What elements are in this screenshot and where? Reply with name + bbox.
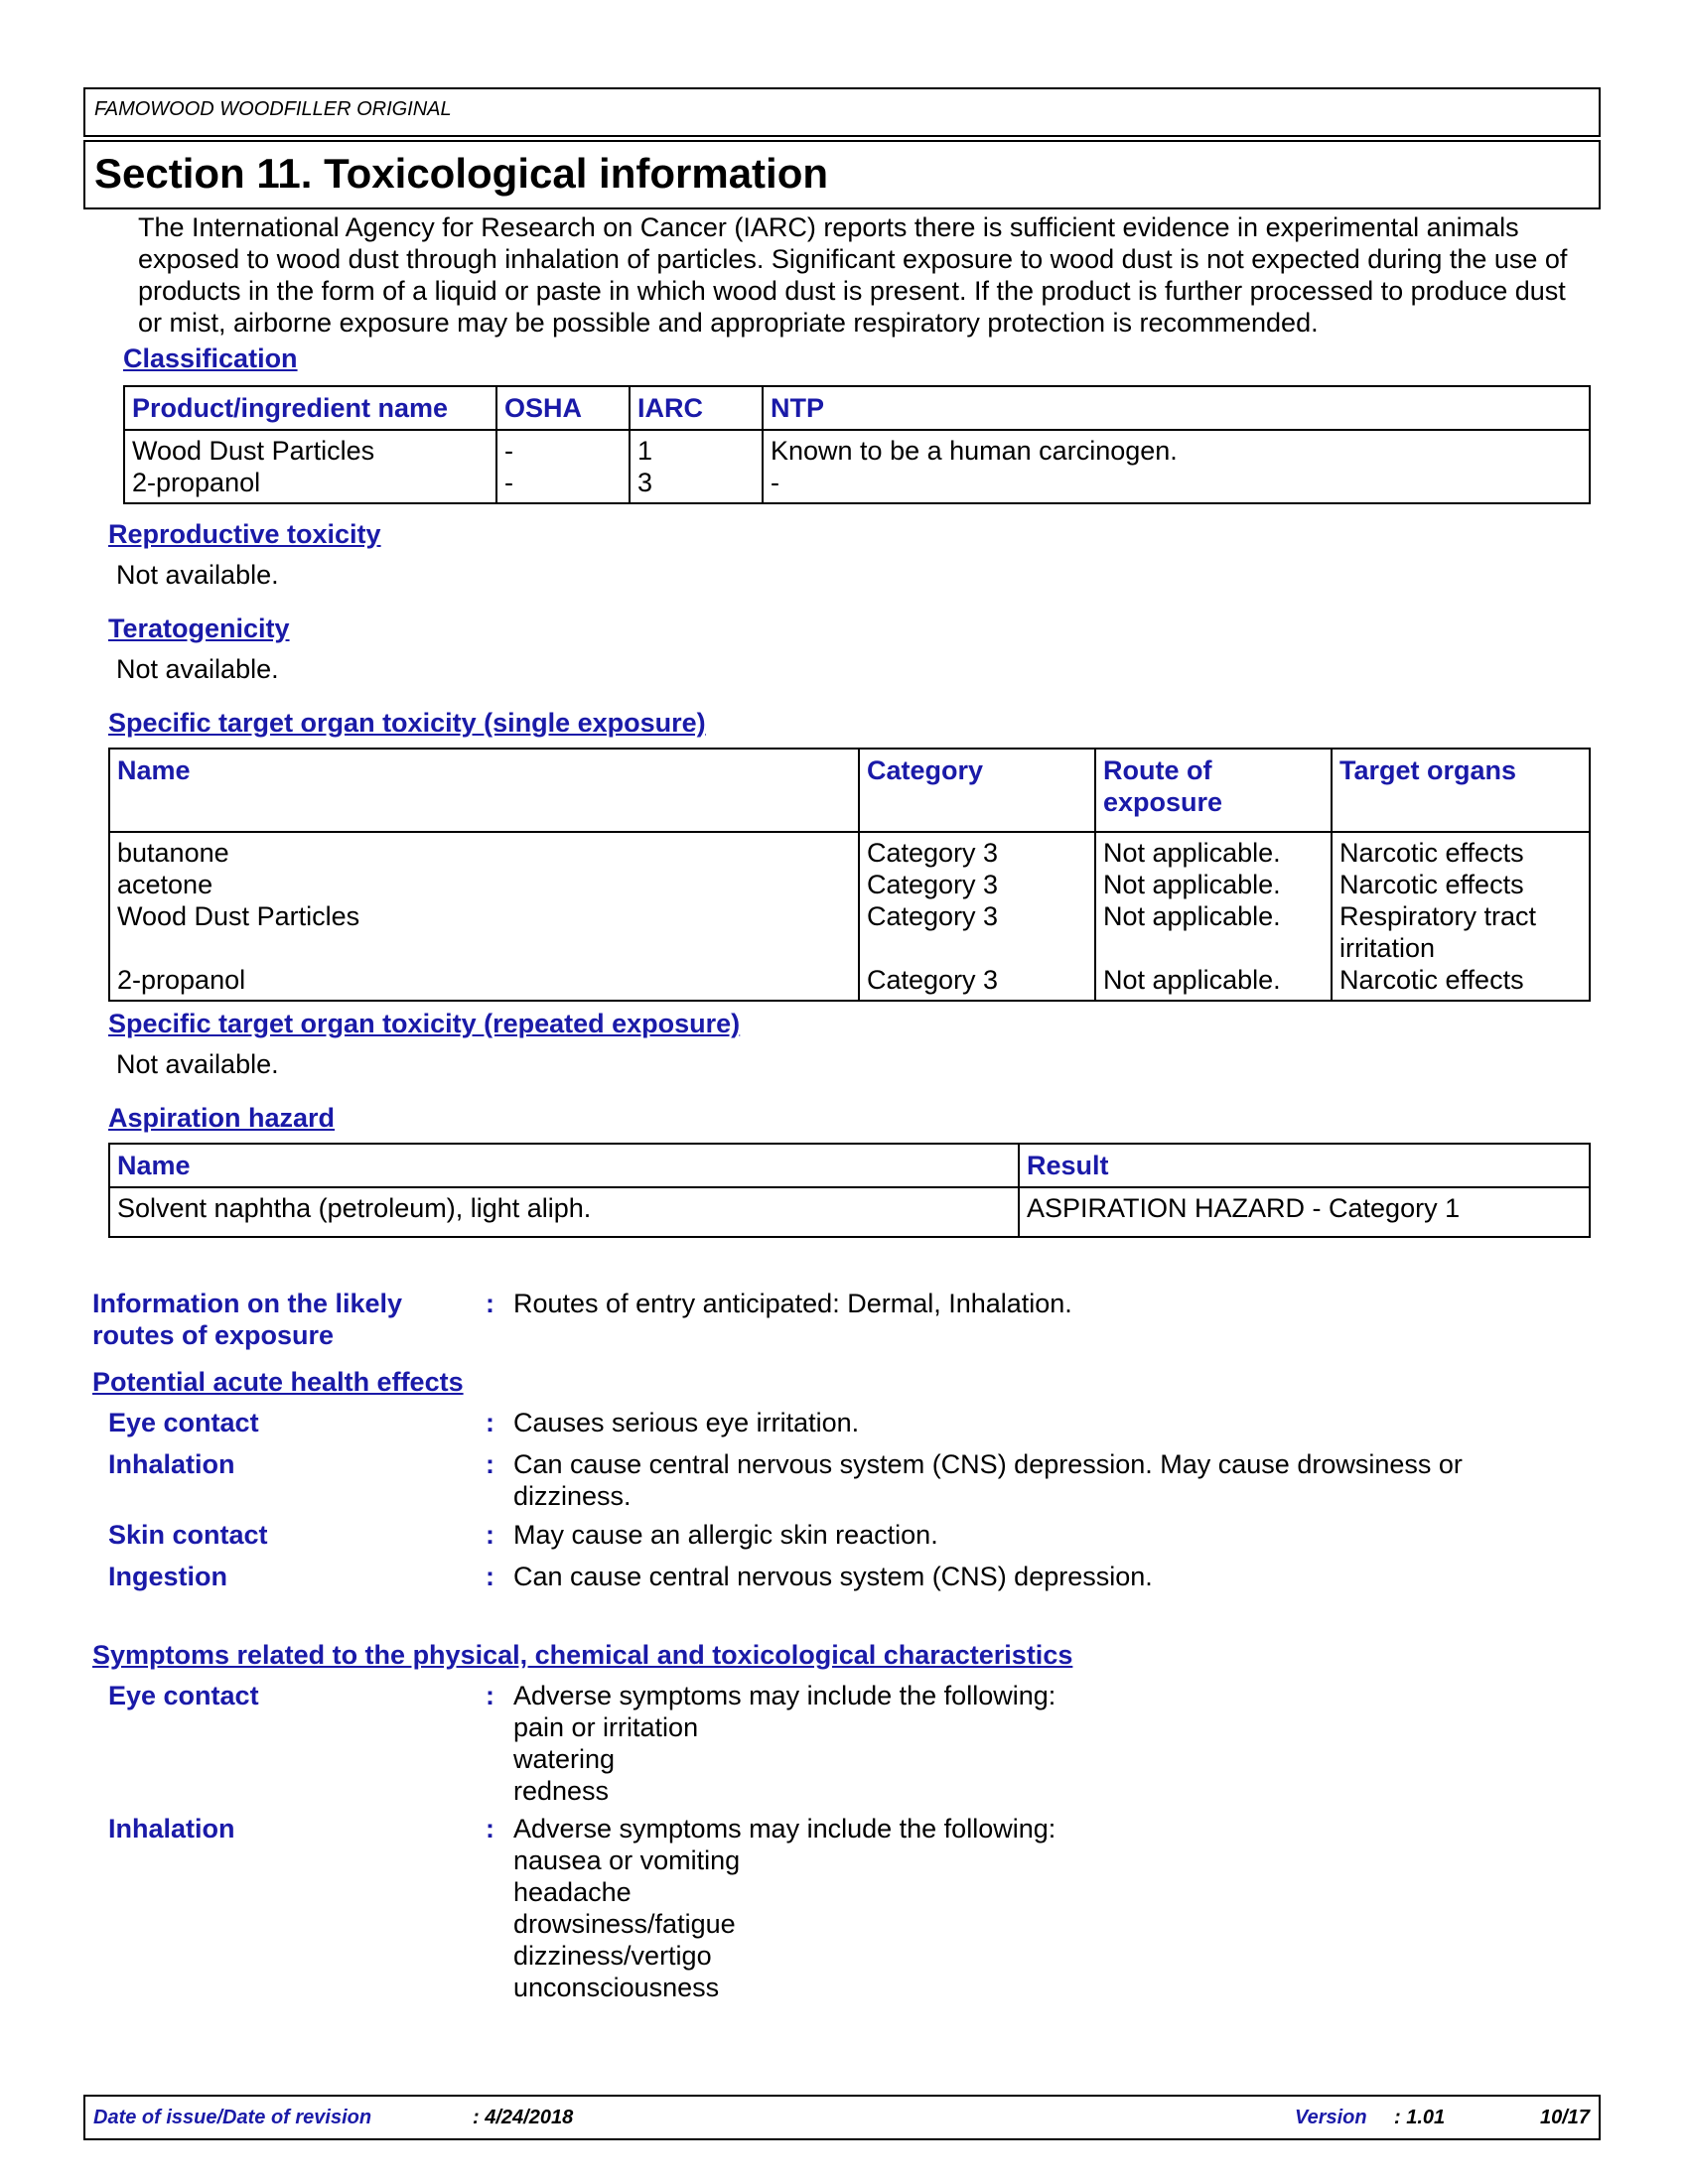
symptoms-heading: Symptoms related to the physical, chemical and toxicological characteristics bbox=[92, 1640, 1073, 1670]
list-item: redness bbox=[513, 1776, 610, 1806]
cell-line: Wood Dust Particles bbox=[132, 436, 375, 466]
colon: : bbox=[486, 1449, 494, 1479]
symptoms-list-inhalation bbox=[513, 1813, 1055, 2003]
stot-repeated-heading: Specific target organ toxicity (repeated exposure) bbox=[108, 1009, 741, 1038]
symptoms-label-eye: Eye contact bbox=[108, 1681, 259, 1710]
cell-line: 2-propanol bbox=[117, 965, 246, 995]
cell-line: - bbox=[504, 468, 513, 497]
table-cell bbox=[859, 832, 1095, 1001]
list-item: drowsiness/fatigue bbox=[513, 1909, 736, 1939]
cell-line: 3 bbox=[637, 468, 653, 497]
list-item: Adverse symptoms may include the following: bbox=[513, 1681, 1056, 1710]
footer-date-label: Date of issue/Date of revision bbox=[93, 2107, 372, 2128]
list-item: pain or irritation bbox=[513, 1712, 699, 1742]
cell-line: Narcotic effects bbox=[1339, 870, 1524, 899]
colon: : bbox=[486, 1520, 494, 1550]
cell-line: Category 3 bbox=[867, 901, 999, 931]
cell-line: 1 bbox=[637, 436, 653, 466]
table-cell bbox=[630, 430, 763, 503]
classification-header: NTP bbox=[763, 386, 1590, 430]
classification-header: IARC bbox=[630, 386, 763, 430]
table-row bbox=[109, 1187, 1590, 1237]
list-item: headache bbox=[513, 1877, 632, 1907]
list-item: watering bbox=[513, 1744, 616, 1774]
cell-line: - bbox=[504, 436, 513, 466]
stot-single-header: Category bbox=[859, 749, 1095, 832]
table-cell bbox=[496, 430, 630, 503]
cell-line: butanone bbox=[117, 838, 229, 868]
stot-single-header: Name bbox=[109, 749, 859, 832]
cell-line: - bbox=[771, 468, 779, 497]
cell-line: Not applicable. bbox=[1103, 965, 1281, 995]
cell-line: Not applicable. bbox=[1103, 901, 1281, 931]
classification-header: OSHA bbox=[496, 386, 630, 430]
table-cell bbox=[1332, 832, 1590, 1001]
cell-line: Category 3 bbox=[867, 965, 999, 995]
teratogenicity-text: Not available. bbox=[116, 654, 279, 684]
section-title-box bbox=[83, 140, 1601, 209]
stot-single-header: Target organs bbox=[1332, 749, 1590, 832]
acute-value-eye: Causes serious eye irritation. bbox=[513, 1408, 860, 1437]
intro-paragraph: The International Agency for Research on Cancer (IARC) reports there is sufficient evidence in experimental animals exposed to wood dust through inhalation of particles. Significant exposure to wood dust is not expected during the use of products in the form of a liquid or paste in which wood dust is present. If the product is further processed to produce dust or mist, airborne exposure may be possible and appropriate respiratory protection is recommended. bbox=[138, 212, 1568, 338]
stot-repeated-text: Not available. bbox=[116, 1049, 279, 1079]
footer-box bbox=[83, 2095, 1601, 2140]
acute-value-inhalation: Can cause central nervous system (CNS) depression. May cause drowsiness or dizziness. bbox=[513, 1449, 1463, 1511]
list-item: Adverse symptoms may include the following: bbox=[513, 1814, 1056, 1843]
colon: : bbox=[486, 1814, 494, 1843]
list-item: dizziness/vertigo bbox=[513, 1941, 712, 1971]
acute-value-skin: May cause an allergic skin reaction. bbox=[513, 1520, 938, 1550]
routes-value: Routes of entry anticipated: Dermal, Inhalation. bbox=[513, 1289, 1072, 1318]
footer-page: 10/17 bbox=[1540, 2107, 1591, 2128]
colon: : bbox=[486, 1562, 494, 1591]
stot-single-header: Route of exposure bbox=[1095, 749, 1332, 832]
cell-line: acetone bbox=[117, 870, 213, 899]
symptoms-list-eye bbox=[513, 1680, 1055, 1807]
section-title: Section 11. Toxicological information bbox=[94, 150, 829, 197]
footer-date-value: : 4/24/2018 bbox=[473, 2107, 574, 2128]
header-box bbox=[83, 87, 1601, 137]
table-cell bbox=[1095, 832, 1332, 1001]
table-cell: ASPIRATION HAZARD - Category 1 bbox=[1019, 1187, 1590, 1237]
table-row bbox=[124, 430, 1590, 503]
symptoms-label-inhalation: Inhalation bbox=[108, 1814, 235, 1843]
cell-line: Respiratory tract irritation bbox=[1339, 901, 1537, 963]
classification-heading: Classification bbox=[123, 343, 298, 373]
table-cell bbox=[124, 430, 496, 503]
cell-line: 2-propanol bbox=[132, 468, 261, 497]
footer-version-label: Version bbox=[1295, 2107, 1367, 2128]
cell-line: Category 3 bbox=[867, 838, 999, 868]
reproductive-heading: Reproductive toxicity bbox=[108, 519, 381, 549]
acute-label-ingestion: Ingestion bbox=[108, 1562, 227, 1591]
acute-label-skin: Skin contact bbox=[108, 1520, 268, 1550]
colon: : bbox=[486, 1681, 494, 1710]
cell-line: Narcotic effects bbox=[1339, 838, 1524, 868]
aspiration-table bbox=[108, 1143, 1591, 1238]
acute-heading: Potential acute health effects bbox=[92, 1367, 464, 1397]
stot-single-heading: Specific target organ toxicity (single exposure) bbox=[108, 708, 706, 738]
cell-line: Not applicable. bbox=[1103, 870, 1281, 899]
table-cell bbox=[109, 832, 859, 1001]
table-cell bbox=[763, 430, 1590, 503]
teratogenicity-heading: Teratogenicity bbox=[108, 614, 290, 643]
product-name: FAMOWOOD WOODFILLER ORIGINAL bbox=[94, 98, 452, 120]
table-row bbox=[109, 832, 1590, 1001]
stot-single-table bbox=[108, 748, 1591, 1002]
aspiration-heading: Aspiration hazard bbox=[108, 1103, 336, 1133]
routes-label: Information on the likely routes of exposure bbox=[92, 1289, 403, 1350]
classification-table bbox=[123, 385, 1591, 504]
colon: : bbox=[486, 1289, 494, 1318]
cell-line: Not applicable. bbox=[1103, 838, 1281, 868]
footer-version-value: : 1.01 bbox=[1394, 2107, 1446, 2128]
list-item: unconsciousness bbox=[513, 1973, 720, 2002]
classification-header: Product/ingredient name bbox=[124, 386, 496, 430]
acute-label-eye: Eye contact bbox=[108, 1408, 259, 1437]
aspiration-header: Name bbox=[109, 1144, 1019, 1187]
colon: : bbox=[486, 1408, 494, 1437]
aspiration-header: Result bbox=[1019, 1144, 1590, 1187]
reproductive-text: Not available. bbox=[116, 560, 279, 590]
acute-value-ingestion: Can cause central nervous system (CNS) depression. bbox=[513, 1562, 1153, 1591]
cell-line: Wood Dust Particles bbox=[117, 901, 360, 931]
table-cell: Solvent naphtha (petroleum), light aliph. bbox=[109, 1187, 1019, 1237]
cell-line: Category 3 bbox=[867, 870, 999, 899]
list-item: nausea or vomiting bbox=[513, 1845, 741, 1875]
cell-line: Narcotic effects bbox=[1339, 965, 1524, 995]
acute-label-inhalation: Inhalation bbox=[108, 1449, 235, 1479]
cell-line: Known to be a human carcinogen. bbox=[771, 436, 1178, 466]
